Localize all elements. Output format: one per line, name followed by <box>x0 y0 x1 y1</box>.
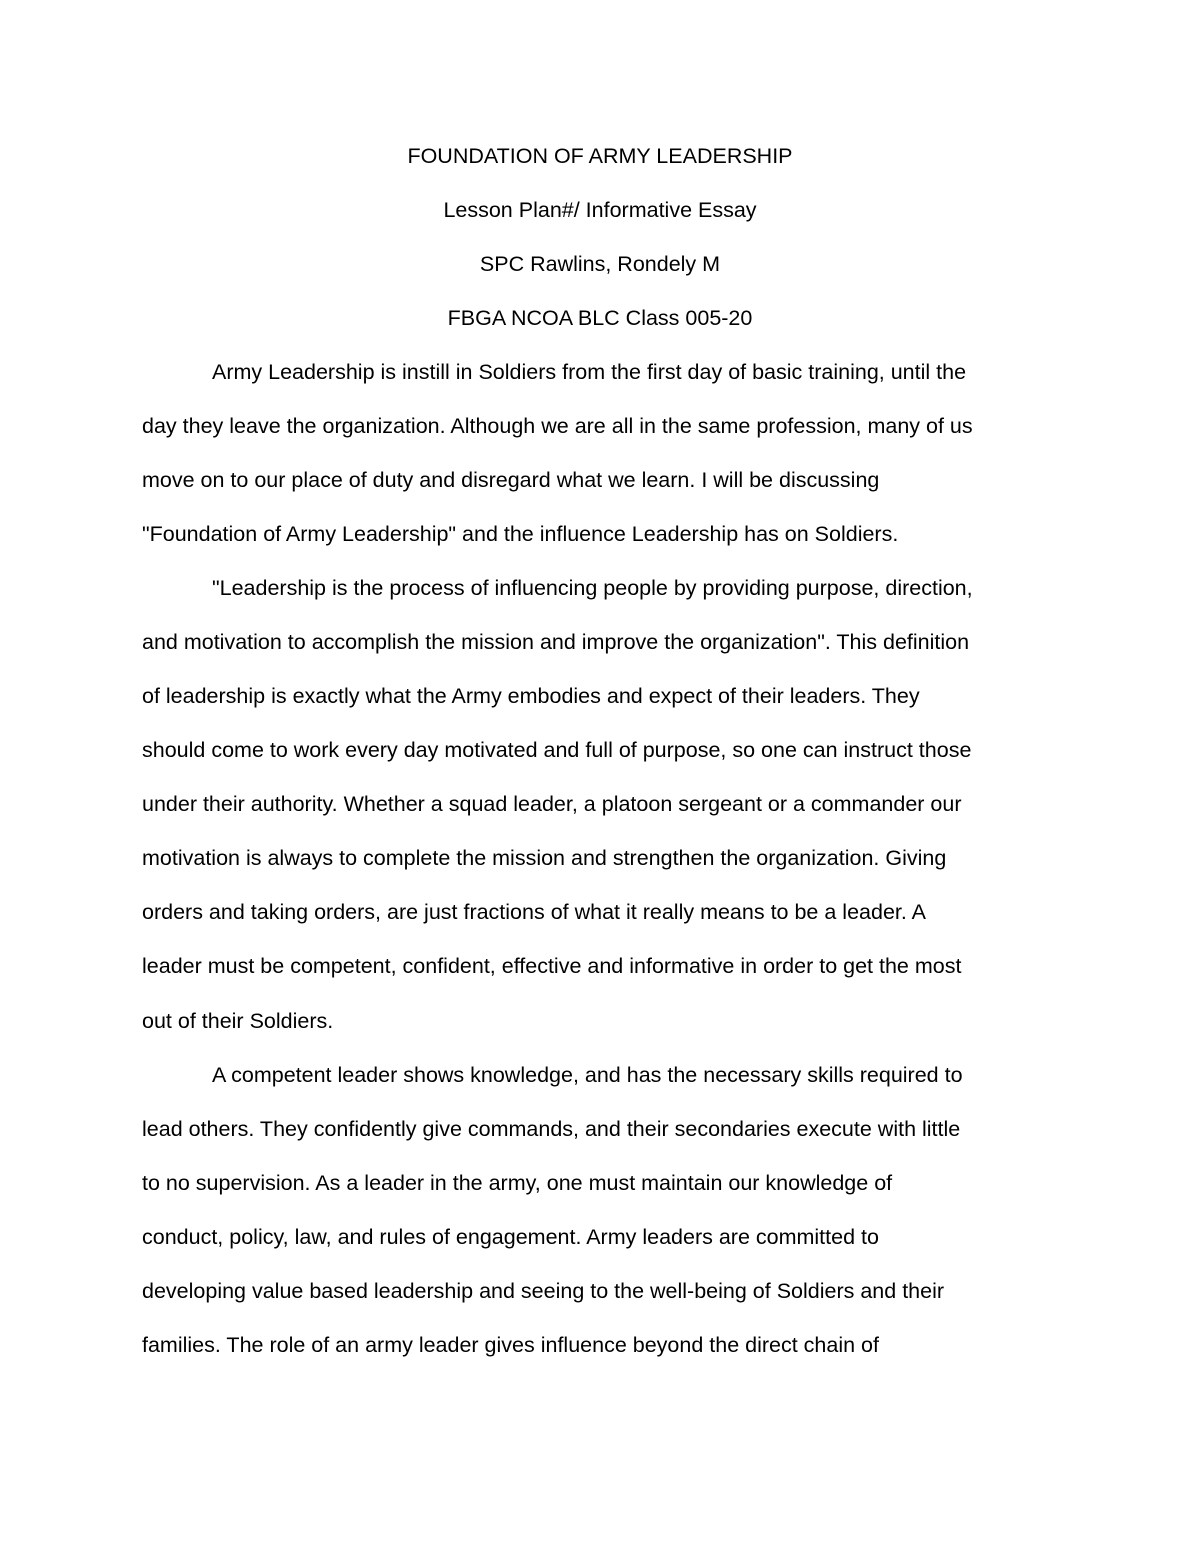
paragraph-line: should come to work every day motivated and full of purpose, so one can instruct those <box>142 738 972 762</box>
paragraph-line: A competent leader shows knowledge, and has the necessary skills required to <box>212 1063 963 1087</box>
document-title: FOUNDATION OF ARMY LEADERSHIP <box>407 144 793 168</box>
paragraph-line: "Foundation of Army Leadership" and the influence Leadership has on Soldiers. <box>142 522 899 546</box>
paragraph-line: move on to our place of duty and disregard what we learn. I will be discussing <box>142 468 880 492</box>
paragraph-line: orders and taking orders, are just fractions of what it really means to be a leader. A <box>142 900 926 924</box>
paragraph-line: families. The role of an army leader gives influence beyond the direct chain of <box>142 1333 879 1357</box>
paragraph-line: motivation is always to complete the mission and strengthen the organization. Giving <box>142 846 947 870</box>
paragraph-line: to no supervision. As a leader in the army, one must maintain our knowledge of <box>142 1171 893 1195</box>
paragraph-line: under their authority. Whether a squad leader, a platoon sergeant or a commander our <box>142 792 962 816</box>
paragraph-line: Army Leadership is instill in Soldiers from the first day of basic training, until the <box>212 360 967 384</box>
paragraph-line: leader must be competent, confident, effective and informative in order to get the most <box>142 954 962 978</box>
paragraph-line: developing value based leadership and seeing to the well-being of Soldiers and their <box>142 1279 945 1303</box>
author-name: SPC Rawlins, Rondely M <box>479 252 721 276</box>
paragraph-line: lead others. They confidently give commands, and their secondaries execute with little <box>142 1117 961 1141</box>
class-info: FBGA NCOA BLC Class 005-20 <box>447 306 753 330</box>
paragraph-line: conduct, policy, law, and rules of engagement. Army leaders are committed to <box>142 1225 879 1249</box>
paragraph-line: day they leave the organization. Although we are all in the same profession, many of us <box>142 414 973 438</box>
paragraph-line: out of their Soldiers. <box>142 1009 334 1033</box>
document-subtitle: Lesson Plan#/ Informative Essay <box>443 198 757 222</box>
paragraph-line: "Leadership is the process of influencing people by providing purpose, direction, <box>212 576 973 600</box>
paragraph-line: and motivation to accomplish the mission and improve the organization". This definition <box>142 630 970 654</box>
paragraph-line: of leadership is exactly what the Army embodies and expect of their leaders. They <box>142 684 920 708</box>
